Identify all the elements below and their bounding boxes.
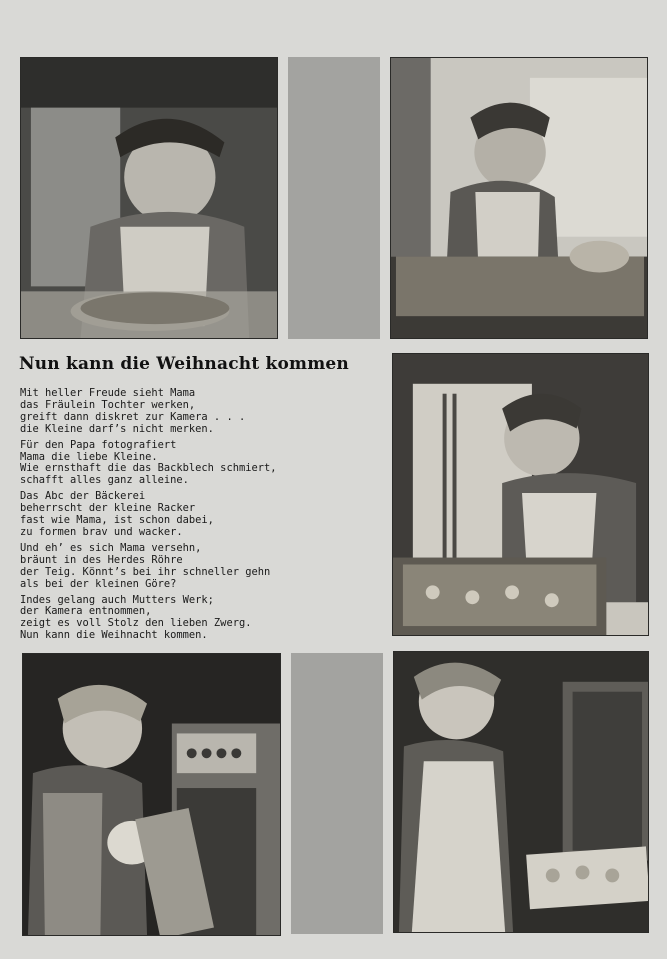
stanza	[20, 388, 380, 436]
poem-line: fast wie Mama, ist schon dabei,	[20, 514, 214, 527]
poem-line: greift dann diskret zur Kamera . . .	[20, 410, 246, 423]
photo-opening-oven	[22, 653, 281, 936]
poem-line: zu formen brav und wacker.	[20, 525, 183, 538]
stanza	[20, 543, 380, 591]
poem-line: beherrscht der kleine Racker	[20, 502, 196, 515]
poem-line: Für den Papa fotografiert	[20, 438, 177, 451]
stanza	[20, 595, 380, 643]
stanza	[20, 491, 380, 539]
poem-line: Nun kann die Weihnacht kommen.	[20, 629, 208, 642]
stanza	[20, 440, 380, 488]
poem-line: die Kleine darf’s nicht merken.	[20, 422, 214, 435]
poem-line: Wie ernsthaft die das Backblech schmiert,	[20, 462, 277, 475]
poem-line: Indes gelang auch Mutters Werk;	[20, 593, 214, 606]
poem-line: der Teig. Könnt’s bei ihr schneller gehn	[20, 565, 271, 578]
poem-line: Das Abc der Bäckerei	[20, 490, 146, 503]
photo-shaping-cookies	[392, 353, 649, 636]
poem-title: Nun kann die Weihnacht kommen	[19, 354, 349, 374]
poem-line: das Fräulein Tochter werken,	[20, 398, 196, 411]
gray-panel-top	[288, 57, 380, 339]
poem-line: bräunt in des Herdes Röhre	[20, 553, 183, 566]
poem-line: der Kamera entnommen,	[20, 605, 152, 618]
poem-line: Und eh’ es sich Mama versehn,	[20, 541, 202, 554]
poem-body	[20, 388, 380, 646]
poem-line: als bei der kleinen Göre?	[20, 577, 177, 590]
photo-kneading-dough	[20, 57, 278, 339]
photo-smoothing-dough	[390, 57, 648, 339]
photo-proud-with-tray	[393, 651, 649, 933]
poem-line: schafft alles ganz alleine.	[20, 474, 189, 487]
gray-panel-bottom	[291, 653, 383, 934]
poem-line: zeigt es voll Stolz den lieben Zwerg.	[20, 617, 252, 630]
poem-line: Mama die liebe Kleine.	[20, 450, 158, 463]
poem-line: Mit heller Freude sieht Mama	[20, 387, 196, 399]
